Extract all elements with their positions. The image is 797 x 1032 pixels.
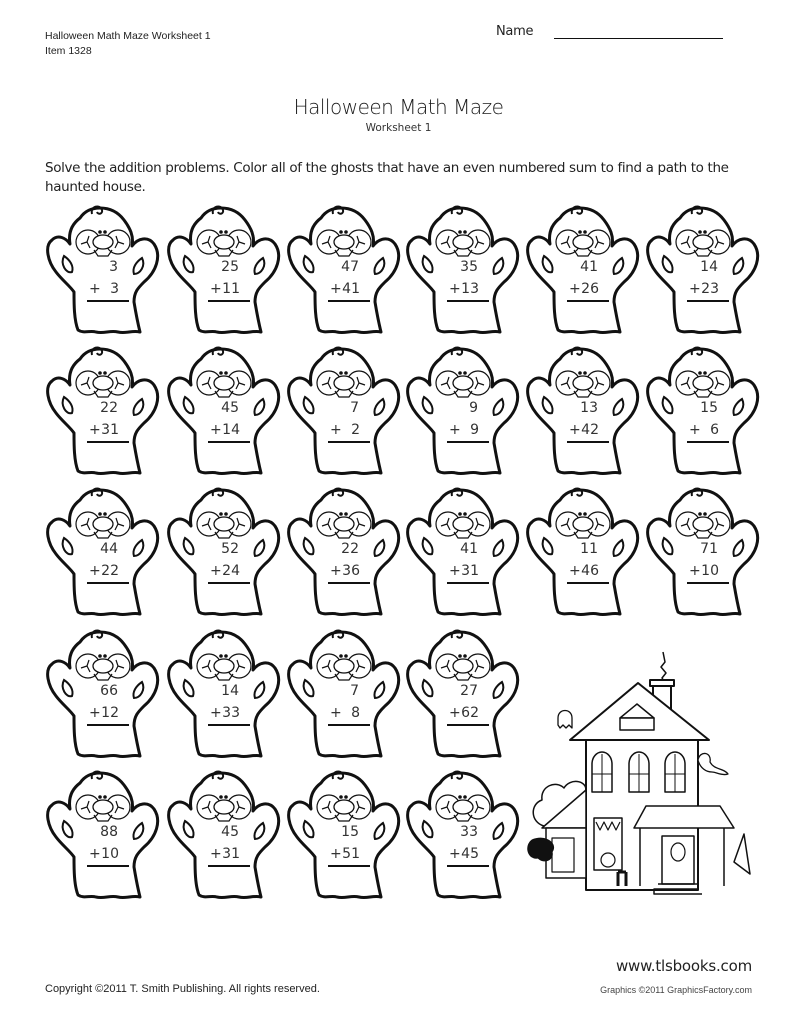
plus-sign: + (89, 422, 101, 438)
addend-1: 66 (100, 683, 118, 699)
ghost-problem-r1-c5[interactable] (524, 202, 644, 342)
addend-2-value: 51 (342, 846, 360, 862)
plus-sign: + (689, 563, 701, 579)
answer-line (687, 582, 729, 584)
ghost-problem-r5-c1[interactable] (44, 767, 164, 907)
addend-2 (569, 422, 614, 438)
plus-sign: + (89, 281, 101, 297)
addend-2 (689, 422, 734, 438)
addend-2 (449, 422, 494, 438)
addend-2 (89, 422, 134, 438)
addend-2 (449, 563, 494, 579)
addend-1: 22 (341, 541, 359, 557)
addend-2 (689, 281, 734, 297)
addend-2 (449, 281, 494, 297)
addend-2 (89, 563, 134, 579)
addend-2 (449, 705, 494, 721)
addend-1: 3 (109, 259, 118, 275)
addend-1: 13 (580, 400, 598, 416)
addend-2 (89, 281, 134, 297)
addend-2-value: 12 (101, 705, 119, 721)
addend-2-value: 41 (342, 281, 360, 297)
answer-line (87, 865, 129, 867)
answer-line (87, 300, 129, 302)
ghost-problem-r1-c4[interactable] (404, 202, 524, 342)
addend-1: 41 (460, 541, 478, 557)
page-title: Halloween Math Maze (293, 95, 504, 119)
name-field-line[interactable] (554, 38, 723, 39)
ghost-problem-r1-c1[interactable] (44, 202, 164, 342)
addend-2-value: 33 (222, 705, 240, 721)
plus-sign: + (210, 846, 222, 862)
addend-1: 27 (460, 683, 478, 699)
addend-2-value: 31 (101, 422, 119, 438)
addend-1: 15 (700, 400, 718, 416)
ghost-problem-r5-c3[interactable] (285, 767, 405, 907)
instructions: Solve the addition problems. Color all of the ghosts that have an even numbered sum to find a path to the haunted house. (45, 160, 729, 195)
addend-2-value: 23 (701, 281, 719, 297)
addend-1: 7 (350, 683, 359, 699)
addend-2 (569, 281, 614, 297)
answer-line (687, 441, 729, 443)
answer-line (567, 441, 609, 443)
addend-2-value: 3 (110, 281, 119, 297)
graphics-credit: Graphics ©2011 GraphicsFactory.com (600, 985, 752, 995)
ghost-problem-r3-c3[interactable] (285, 484, 405, 624)
addend-2 (210, 705, 255, 721)
addend-2 (330, 281, 375, 297)
addend-2-value: 46 (581, 563, 599, 579)
answer-line (208, 300, 250, 302)
addend-2 (330, 705, 375, 721)
addend-1: 35 (460, 259, 478, 275)
addend-2 (330, 422, 375, 438)
ghost-problem-r4-c3[interactable] (285, 626, 405, 766)
answer-line (328, 724, 370, 726)
addend-1: 15 (341, 824, 359, 840)
plus-sign: + (689, 281, 701, 297)
ghost-problem-r2-c2[interactable] (165, 343, 285, 483)
plus-sign: + (210, 705, 222, 721)
answer-line (87, 441, 129, 443)
addend-2 (449, 846, 494, 862)
answer-line (328, 865, 370, 867)
answer-line (208, 582, 250, 584)
answer-line (208, 865, 250, 867)
addend-2-value: 36 (342, 563, 360, 579)
ghost-problem-r3-c4[interactable] (404, 484, 524, 624)
name-label: Name (496, 24, 534, 39)
answer-line (328, 300, 370, 302)
plus-sign: + (449, 422, 461, 438)
ghost-problem-r5-c2[interactable] (165, 767, 285, 907)
addend-1: 25 (221, 259, 239, 275)
ghost-problem-r2-c5[interactable] (524, 343, 644, 483)
plus-sign: + (569, 563, 581, 579)
ghost-problem-r2-c3[interactable] (285, 343, 405, 483)
addend-1: 44 (100, 541, 118, 557)
plus-sign: + (210, 422, 222, 438)
answer-line (687, 300, 729, 302)
haunted-house-icon (522, 640, 762, 900)
addend-2 (330, 846, 375, 862)
addend-2-value: 2 (351, 422, 360, 438)
plus-sign: + (330, 281, 342, 297)
addend-2 (330, 563, 375, 579)
addend-1: 88 (100, 824, 118, 840)
plus-sign: + (210, 563, 222, 579)
answer-line (208, 724, 250, 726)
addend-2 (89, 846, 134, 862)
answer-line (447, 865, 489, 867)
plus-sign: + (89, 563, 101, 579)
page-subtitle: Worksheet 1 (365, 122, 432, 134)
item-number: Item 1328 (45, 45, 92, 57)
addend-2-value: 22 (101, 563, 119, 579)
addend-1: 71 (700, 541, 718, 557)
addend-1: 33 (460, 824, 478, 840)
ghost-problem-r2-c4[interactable] (404, 343, 524, 483)
addend-2 (89, 705, 134, 721)
ghost-problem-r4-c1[interactable] (44, 626, 164, 766)
answer-line (447, 441, 489, 443)
addend-1: 9 (469, 400, 478, 416)
answer-line (447, 300, 489, 302)
plus-sign: + (449, 846, 461, 862)
plus-sign: + (569, 281, 581, 297)
addend-1: 14 (700, 259, 718, 275)
addend-2-value: 42 (581, 422, 599, 438)
addend-1: 41 (580, 259, 598, 275)
ghost-problem-r4-c4[interactable] (404, 626, 524, 766)
answer-line (87, 724, 129, 726)
answer-line (208, 441, 250, 443)
addend-2-value: 9 (470, 422, 479, 438)
addend-2-value: 14 (222, 422, 240, 438)
addend-1: 52 (221, 541, 239, 557)
addend-1: 14 (221, 683, 239, 699)
plus-sign: + (89, 705, 101, 721)
plus-sign: + (569, 422, 581, 438)
addend-2-value: 26 (581, 281, 599, 297)
addend-1: 45 (221, 400, 239, 416)
addend-2-value: 8 (351, 705, 360, 721)
ghost-problem-r3-c2[interactable] (165, 484, 285, 624)
addend-1: 22 (100, 400, 118, 416)
plus-sign: + (330, 422, 342, 438)
plus-sign: + (689, 422, 701, 438)
addend-2-value: 10 (101, 846, 119, 862)
addend-1: 45 (221, 824, 239, 840)
addend-2-value: 24 (222, 563, 240, 579)
answer-line (447, 724, 489, 726)
worksheet-label: Halloween Math Maze Worksheet 1 (45, 30, 211, 42)
answer-line (567, 300, 609, 302)
addend-2-value: 13 (461, 281, 479, 297)
answer-line (328, 441, 370, 443)
ghost-problem-r1-c3[interactable] (285, 202, 405, 342)
addend-2 (210, 281, 255, 297)
haunted-house-illustration (522, 640, 762, 900)
addend-2-value: 6 (710, 422, 719, 438)
addend-2-value: 62 (461, 705, 479, 721)
addend-1: 11 (580, 541, 598, 557)
plus-sign: + (210, 281, 222, 297)
addend-2 (689, 563, 734, 579)
addend-2 (569, 563, 614, 579)
answer-line (328, 582, 370, 584)
answer-line (567, 582, 609, 584)
plus-sign: + (330, 846, 342, 862)
addend-2-value: 11 (222, 281, 240, 297)
plus-sign: + (449, 281, 461, 297)
ghost-problem-r1-c2[interactable] (165, 202, 285, 342)
ghost-problem-r3-c1[interactable] (44, 484, 164, 624)
plus-sign: + (449, 563, 461, 579)
ghost-problem-r3-c5[interactable] (524, 484, 644, 624)
addend-2-value: 31 (222, 846, 240, 862)
addend-2 (210, 563, 255, 579)
ghost-problem-r1-c6[interactable] (644, 202, 764, 342)
ghost-problem-r2-c6[interactable] (644, 343, 764, 483)
ghost-problem-r3-c6[interactable] (644, 484, 764, 624)
copyright-text: Copyright ©2011 T. Smith Publishing. All rights reserved. (45, 983, 320, 995)
ghost-problem-r2-c1[interactable] (44, 343, 164, 483)
addend-2 (210, 422, 255, 438)
ghost-problem-r4-c2[interactable] (165, 626, 285, 766)
addend-2 (210, 846, 255, 862)
plus-sign: + (330, 705, 342, 721)
addend-1: 7 (350, 400, 359, 416)
addend-2-value: 31 (461, 563, 479, 579)
answer-line (447, 582, 489, 584)
plus-sign: + (449, 705, 461, 721)
ghost-problem-r5-c4[interactable] (404, 767, 524, 907)
addend-1: 47 (341, 259, 359, 275)
addend-2-value: 10 (701, 563, 719, 579)
plus-sign: + (330, 563, 342, 579)
answer-line (87, 582, 129, 584)
addend-2-value: 45 (461, 846, 479, 862)
website-link[interactable]: www.tlsbooks.com (615, 957, 752, 975)
plus-sign: + (89, 846, 101, 862)
